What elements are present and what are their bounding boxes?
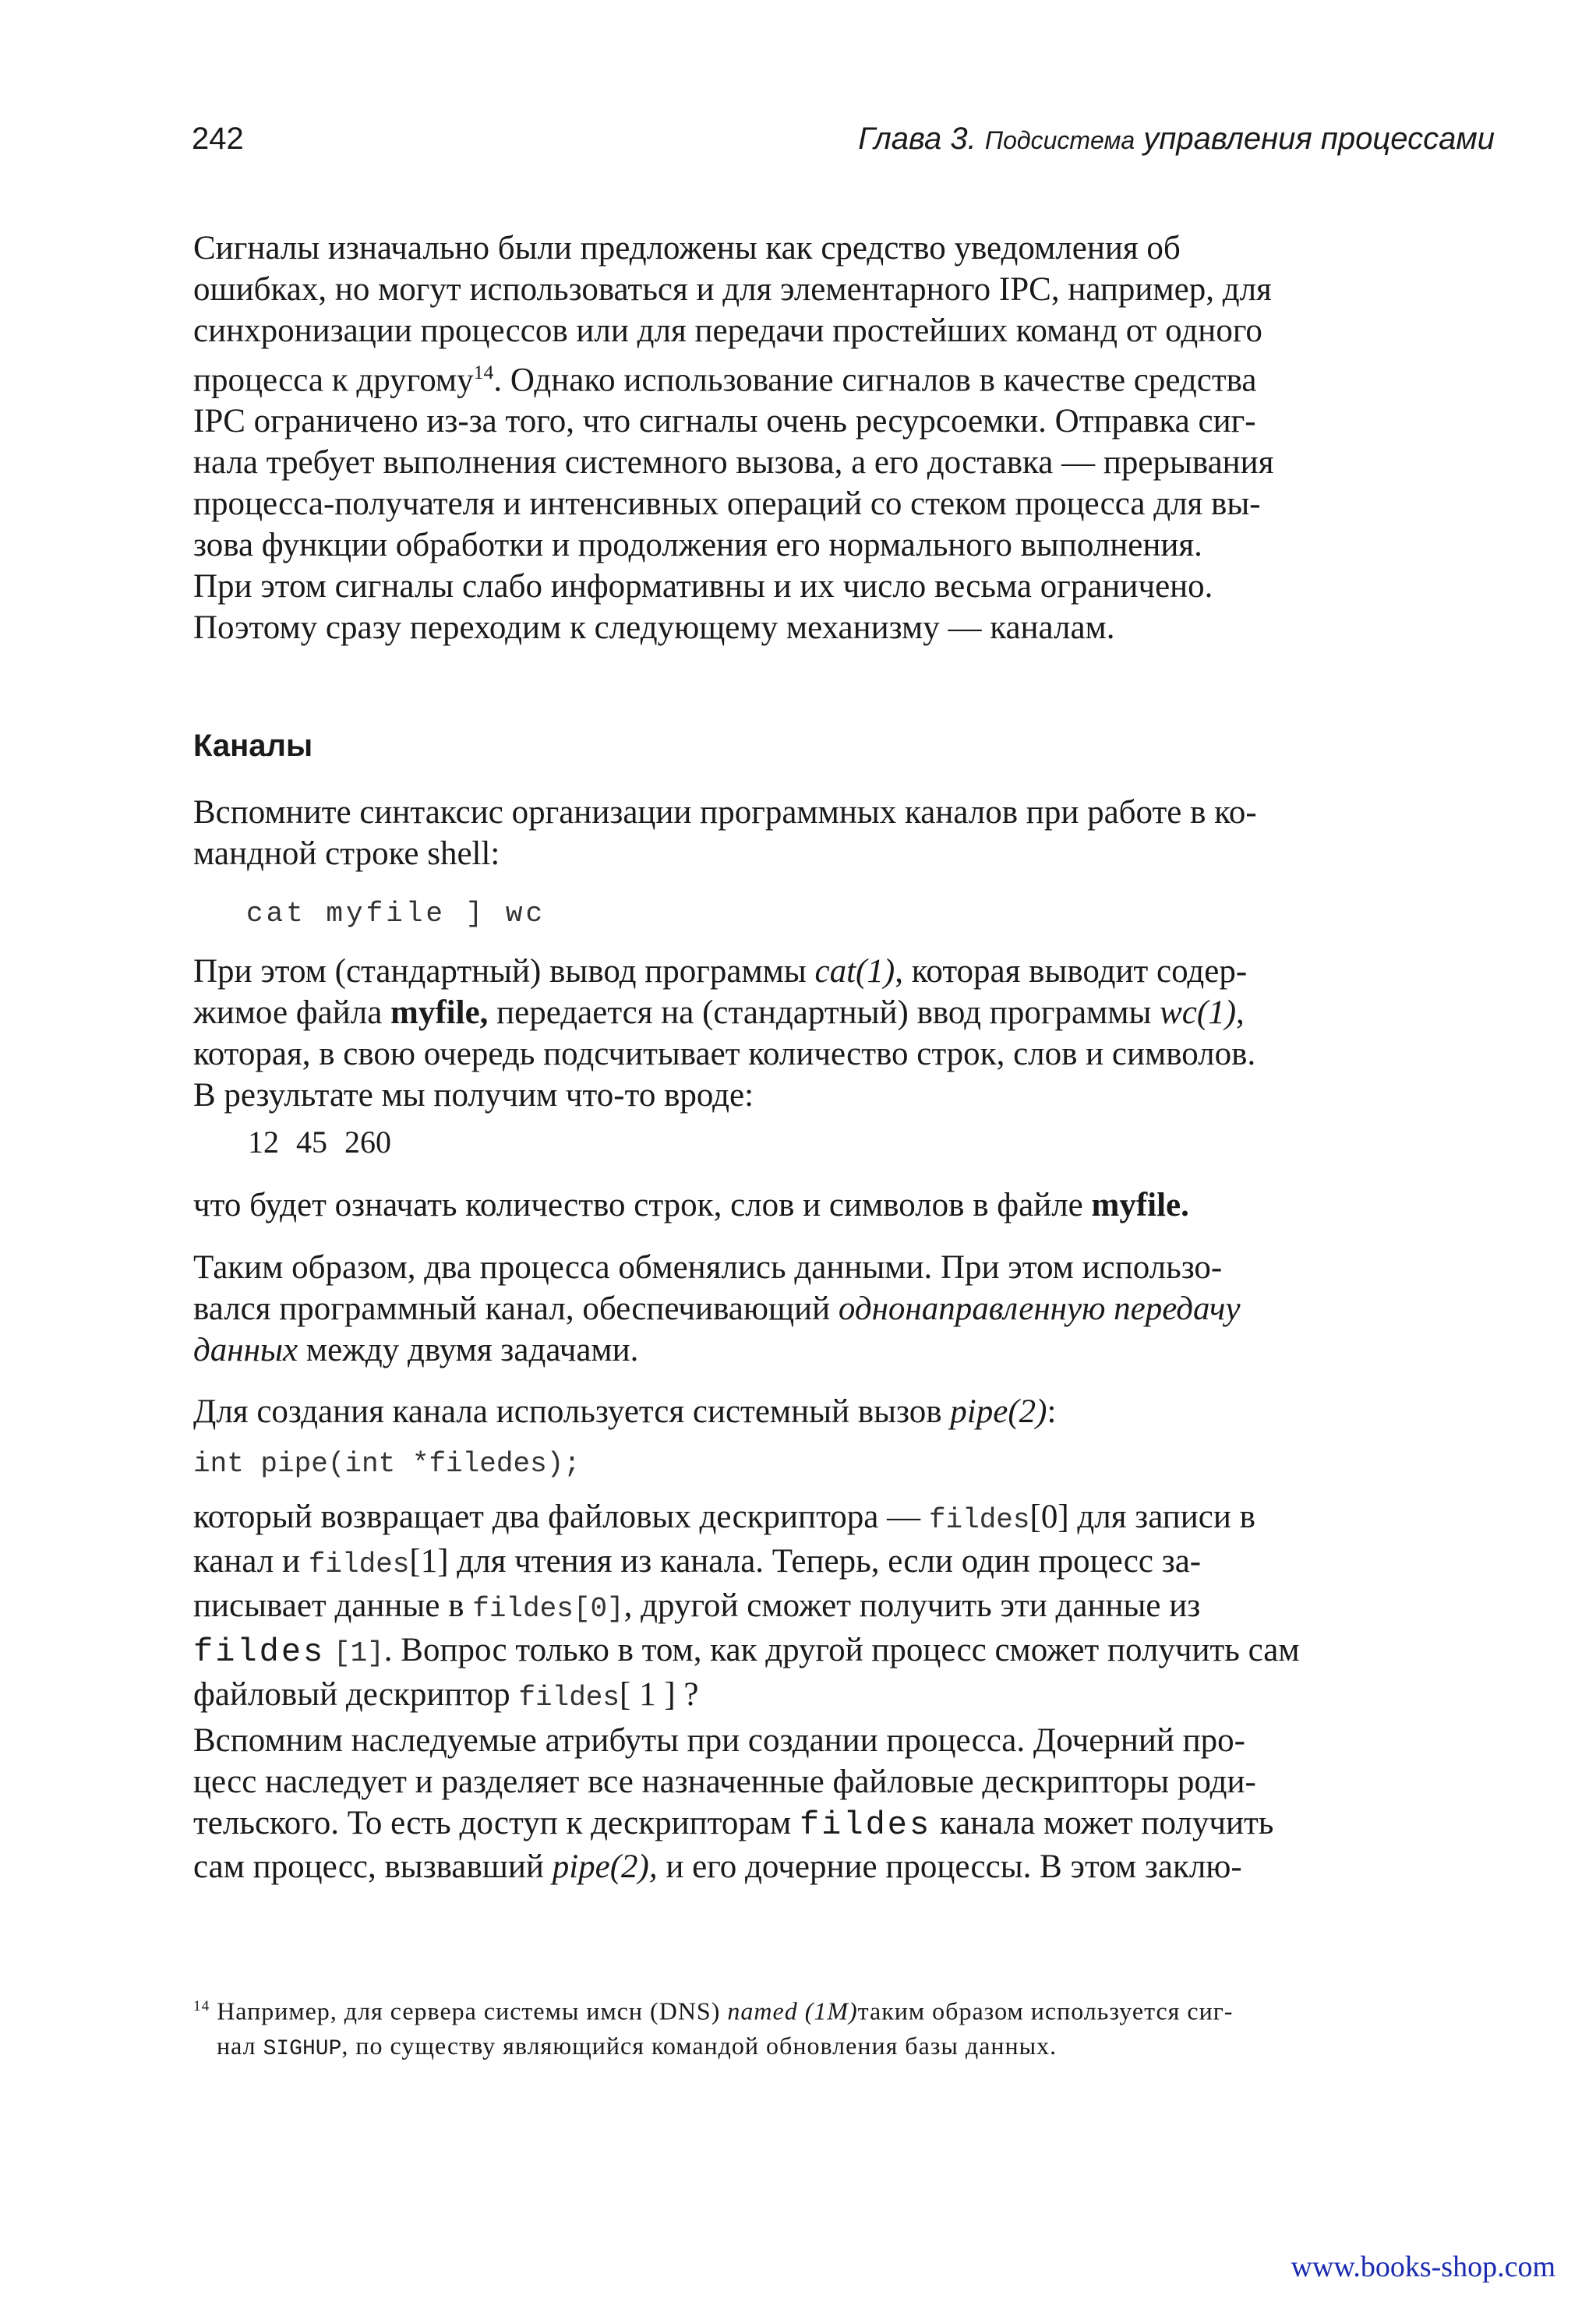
paragraph-shell-syntax — [193, 792, 1485, 874]
text-line: При этом (стандартный) вывод программы cat(1), которая выводит содер- — [193, 953, 1248, 990]
text-line: Таким образом, два процесса обменялись данными. При этом использо- — [193, 1249, 1223, 1286]
text-line: тельского. То есть доступ к дескрипторам fildes канала может получить — [193, 1805, 1274, 1844]
text-line: файловый дескриптор fildes[ 1 ] ? — [193, 1676, 699, 1714]
paragraph-signals — [193, 228, 1485, 648]
paragraph-cat-wc — [193, 951, 1485, 1116]
text-line: Вспомним наследуемые атрибуты при создании процесса. Дочерний про- — [193, 1722, 1245, 1759]
chapter-title: управления процессами — [1143, 122, 1495, 156]
code-cat-wc: cat myfile ] wc — [246, 898, 546, 930]
text-line: Сигналы изначально были предложены как средство уведомления об — [193, 230, 1181, 267]
text-line: В результате мы получим что-то вроде: — [193, 1077, 754, 1114]
text-line: процесса-получателя и интенсивных операций со стеком процесса для вы- — [193, 485, 1261, 523]
text-line: жимое файла myfile, передается на (стандартный) ввод программы wc(1), — [193, 994, 1245, 1031]
paragraph-fildes — [193, 1496, 1485, 1718]
text-line: зова функции обработки и продолжения его нормального выполнения. — [193, 527, 1202, 564]
chapter-label: Глава 3. — [858, 122, 976, 156]
footnote-ref[interactable]: 14 — [473, 361, 494, 383]
paragraph-exchange — [193, 1247, 1485, 1371]
text-line: который возвращает два файловых дескриптора — fildes[0] для записи в — [193, 1499, 1255, 1536]
text-line: При этом сигналы слабо информативны и их число весьма ограничено. — [193, 568, 1213, 606]
footnote-line: нал SIGHUP, по существу являющийся командой обновления базы данных. — [217, 2031, 1058, 2061]
text-line: Вспомните синтаксис организации программных каналов при работе в ко- — [193, 794, 1257, 831]
text-line: канал и fildes[1] для чтения из канала. Теперь, если один процесс за- — [193, 1543, 1202, 1580]
footnote — [193, 1990, 1485, 2067]
text-line: которая, в свою очередь подсчитывает количество строк, слов и символов. — [193, 1036, 1256, 1072]
paragraph-inheritance — [193, 1720, 1485, 1887]
text-line: что будет означать количество строк, слов и символов в файле myfile. — [193, 1187, 1189, 1223]
text-line: Поэтому сразу переходим к следующему механизму — каналам. — [193, 609, 1115, 647]
running-head — [858, 122, 1495, 157]
text-line: сам процесс, вызвавший pipe(2), и его дочерние процессы. В этом заклю- — [193, 1848, 1242, 1885]
text-line: синхронизации процессов или для передачи простейших команд от одного — [193, 312, 1262, 349]
page-number: 242 — [192, 122, 244, 156]
code-pipe-prototype: int pipe(int *filedes); — [193, 1448, 581, 1480]
text-line: вался программный канал, обеспечивающий однонаправленную передачу — [193, 1290, 1241, 1327]
text-line: IPC ограничено из-за того, что сигналы очень ресурсоемки. Отправка сиг- — [193, 403, 1256, 440]
subsystem-label: Подсистема — [984, 126, 1135, 154]
footnote-line: $^{14}$ Например, для сервера системы имсн (DNS) named (1M)таким образом используется сиг- — [193, 1997, 1234, 2025]
text-line: цесс наследует и разделяет все назначенные файловые дескрипторы роди- — [193, 1764, 1256, 1800]
footnote-number: 14 — [193, 1998, 210, 2014]
text-line: ошибках, но могут использоваться и для элементарного IPC, например, для — [193, 271, 1272, 308]
text-line: мандной строке shell: — [193, 835, 500, 872]
text-line: данных между двумя задачами. — [193, 1332, 639, 1368]
paragraph-pipe-call — [193, 1391, 1485, 1432]
text-line: fildes [1]. Вопрос только в том, как другой процесс сможет получить сам — [193, 1632, 1300, 1671]
code-wc-output: 12 45 260 — [248, 1125, 391, 1160]
text-line: нала требует выполнения системного вызова, а его доставка — прерывания — [193, 444, 1274, 482]
paragraph-meaning — [193, 1185, 1485, 1226]
text-line: писывает данные в fildes[0], другой сможет получить эти данные из — [193, 1587, 1201, 1625]
text-line: Для создания канала используется системный вызов pipe(2): — [193, 1393, 1057, 1430]
section-heading: Каналы — [193, 729, 313, 763]
watermark-link[interactable]: www.books-shop.com — [1291, 2251, 1555, 2283]
text-line: процесса к другому$^{14}$. Однако использование сигналов в качестве средства — [193, 361, 1257, 399]
